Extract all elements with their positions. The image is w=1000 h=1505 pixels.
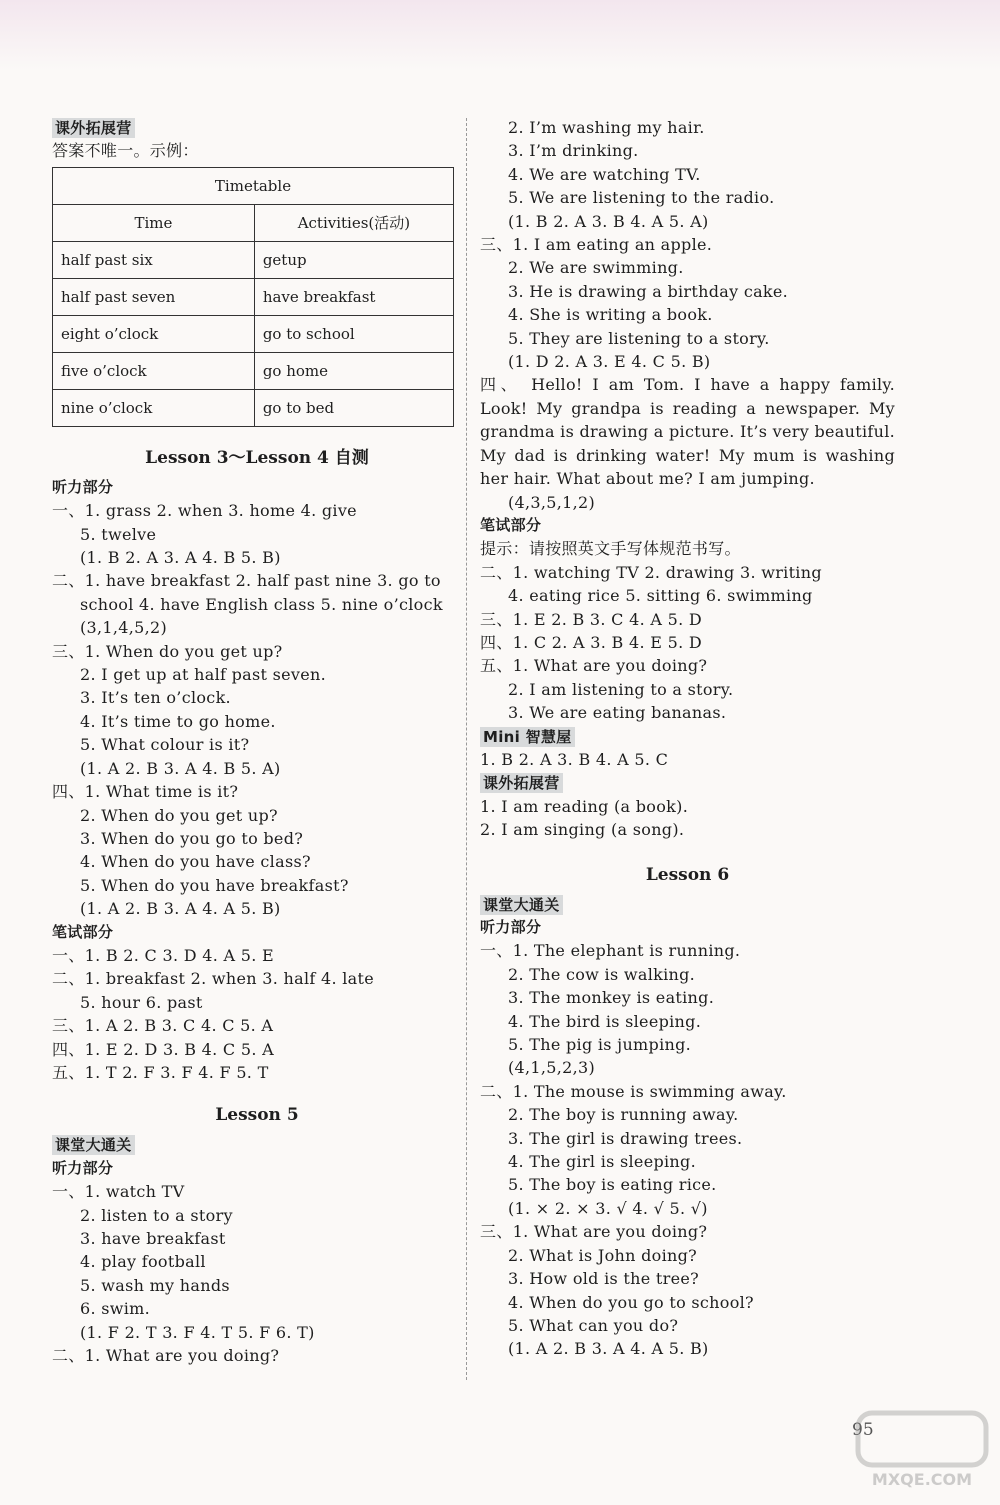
table-row [53,389,454,426]
answer-line: 二、1. What are you doing? [52,1346,280,1366]
answer-line: 3. We are eating bananas. [508,703,727,723]
written-heading: 笔试部分 [480,515,542,534]
answer-line: 四、1. C 2. A 3. B 4. E 5. D [480,632,702,652]
answer-line: 5. The pig is jumping. [508,1035,692,1055]
table-cell: go home [254,352,453,389]
answer-line: 三、1. I am eating an apple. [480,235,713,255]
answer-line: 五、1. What are you doing? [480,656,708,676]
answer-line: 五、1. T 2. F 3. F 4. F 5. T [52,1062,269,1082]
answer-line: (4,1,5,2,3) [508,1058,596,1078]
answer-line: 4. She is writing a book. [508,305,713,325]
answer-line: 1. I am reading (a book). [480,796,689,816]
answer-line: 三、1. When do you get up? [52,641,283,661]
lesson-6-title: Lesson 6 [645,864,730,885]
answer-line: 4. When do you have class? [80,852,311,872]
answer-line: 4. The girl is sleeping. [508,1152,696,1172]
answer-line: 2. I get up at half past seven. [80,665,327,685]
answer-line: 三、1. A 2. B 3. C 4. C 5. A [52,1016,274,1036]
answer-line: (1. F 2. T 3. F 4. T 5. F 6. T) [80,1322,315,1342]
right-column [480,116,895,1361]
answer-line: 四、1. E 2. D 3. B 4. C 5. A [52,1039,274,1059]
table-cell: eight o’clock [53,315,255,352]
answer-line: 3. I’m drinking. [508,141,639,161]
answer-line: 4. When do you go to school? [508,1292,754,1312]
answer-line: 6. swim. [80,1299,151,1319]
answer-line: 二、1. watching TV 2. drawing 3. writing [480,562,822,582]
answer-line: 5. What can you do? [508,1315,679,1335]
answer-line: 3. How old is the tree? [508,1269,699,1289]
answer-line: 3. It’s ten o’clock. [80,688,231,708]
answer-line: 2. The cow is walking. [508,964,696,984]
top-band [0,0,1000,70]
answer-line: 二、1. The mouse is swimming away. [480,1081,787,1101]
watermark-text: MXQE.COM [871,1470,973,1489]
answer-line: 5. What colour is it? [80,735,250,755]
extension-title: 课外拓展营 [480,773,563,793]
answer-note: 答案不唯一。示例： [52,141,199,161]
page-number: 95 [852,1420,874,1440]
answer-line: (1. B 2. A 3. A 4. B 5. B) [80,548,281,568]
answer-line: 一、1. watch TV [52,1182,185,1202]
answer-line: 3. He is drawing a birthday cake. [508,281,789,301]
answer-line: 1. B 2. A 3. B 4. A 5. C [480,749,669,769]
table-row [53,278,454,315]
lesson-5-title: Lesson 5 [215,1105,299,1126]
answer-line: (1. B 2. A 3. B 4. A 5. A) [508,211,709,231]
left-column [52,116,462,1367]
table-cell: five o’clock [53,352,255,389]
answer-line: school 4. have English class 5. nine o’clock [80,594,443,614]
answer-line: 5. twelve [80,524,157,544]
answer-line: 2. What is John doing? [508,1245,698,1265]
timetable-header: Activities(活动) [254,204,453,241]
answer-line: 4. It’s time to go home. [80,711,276,731]
answer-line: 3. The girl is drawing trees. [508,1128,743,1148]
answer-line: 2. I am singing (a song). [480,820,685,840]
answer-line: (1. A 2. B 3. A 4. A 5. B) [508,1339,709,1359]
answer-line: 二、1. have breakfast 2. half past nine 3. go to [52,571,441,591]
answer-line: 4. eating rice 5. sitting 6. swimming [508,586,813,606]
timetable [52,167,454,427]
written-heading: 笔试部分 [52,922,114,941]
answer-line: 5. The boy is eating rice. [508,1175,717,1195]
listening-heading: 听力部分 [52,477,114,496]
answer-line: 4. play football [80,1252,206,1272]
answer-line: 2. The boy is running away. [508,1105,739,1125]
answer-line: 三、1. What are you doing? [480,1222,708,1242]
answer-line: (4,3,5,1,2) [508,492,596,512]
answer-line: 5. We are listening to the radio. [508,188,775,208]
answer-line: 5. wash my hands [80,1275,230,1295]
answer-line: (3,1,4,5,2) [80,618,168,638]
answer-line: 2. I am listening to a story. [508,679,734,699]
answer-line: 2. We are swimming. [508,258,684,278]
table-cell: getup [254,241,453,278]
table-row [53,352,454,389]
answer-line: (1. A 2. B 3. A 4. B 5. A) [80,758,281,778]
table-row [53,241,454,278]
answer-line: (1. × 2. × 3. √ 4. √ 5. √) [508,1198,708,1218]
answer-line: 5. They are listening to a story. [508,328,770,348]
answer-line: 3. When do you go to bed? [80,828,304,848]
answer-line: 二、1. breakfast 2. when 3. half 4. late [52,969,374,989]
answer-line: 3. have breakfast [80,1229,226,1248]
answer-line: 三、1. E 2. B 3. C 4. A 5. D [480,609,702,629]
timetable-header: Time [53,204,255,241]
timetable-title: Timetable [53,167,454,204]
answer-line: 4. We are watching TV. [508,164,701,184]
answer-line: 四、1. What time is it? [52,782,239,802]
table-cell: half past six [53,241,255,278]
classroom-heading: 课堂大通关 [480,895,563,915]
mini-title: Mini 智慧屋 [480,727,575,747]
table-cell: half past seven [53,278,255,315]
answer-line: 一、1. B 2. C 3. D 4. A 5. E [52,945,274,965]
table-cell: nine o’clock [53,389,255,426]
table-cell: have breakfast [254,278,453,315]
answer-line: 3. The monkey is eating. [508,988,715,1008]
tip-line: 提示：请按照英文手写体规范书写。 [480,539,741,559]
listening-heading: 听力部分 [480,918,542,936]
table-cell: go to school [254,315,453,352]
answer-line: 2. When do you get up? [80,805,278,825]
watermark-logo [852,1405,992,1495]
answer-line: 5. hour 6. past [80,992,203,1012]
column-divider [466,118,468,1380]
classroom-heading: 课堂大通关 [52,1135,135,1155]
answer-line: 2. I’m washing my hair. [508,118,705,137]
answer-line: 2. listen to a story [80,1205,233,1225]
answer-line: 一、1. grass 2. when 3. home 4. give [52,501,357,521]
lesson-3-4-title: Lesson 3～Lesson 4 自测 [145,447,369,468]
answer-line: (1. A 2. B 3. A 4. A 5. B) [80,899,281,919]
answer-line: (1. D 2. A 3. E 4. C 5. B) [508,352,711,372]
answer-line: 一、1. The elephant is running. [480,941,741,961]
answer-line: 5. When do you have breakfast? [80,875,349,895]
extension-title: 课外拓展营 [52,118,135,138]
table-row [53,315,454,352]
table-cell: go to bed [254,389,453,426]
answer-line: 4. The bird is sleeping. [508,1011,702,1031]
passage-paragraph: 四、 Hello! I am Tom. I have a happy family. Look! My grandpa is reading a newspaper. My grandma is drawing a picture. It’s very beautiful. My dad is drinking water! My mum is washing her hair. What about me? I am jumping. [480,375,895,489]
listening-heading: 听力部分 [52,1158,114,1177]
